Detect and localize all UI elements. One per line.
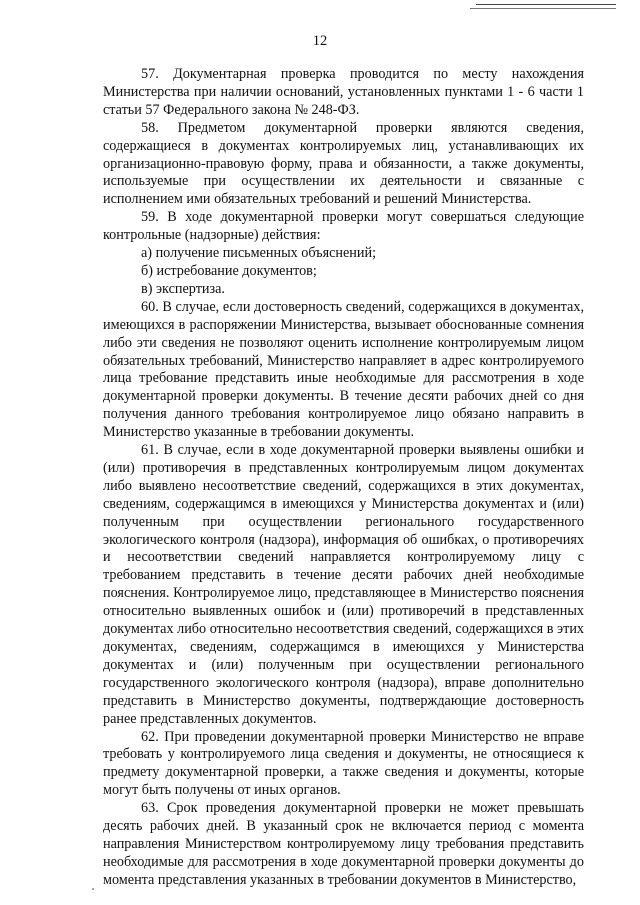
paragraph-60: 60. В случае, если достоверность сведений, содержащихся в документах, имеющихся в распоряжении Министерства, вызывает обоснованные сомнения либо эти сведения не позволяют оценить исполнение контролируемым лицом обязательных требований, Министерство направляет в адрес контролируемого лица требование представить иные необходимые для рассмотрения в ходе документарной проверки документы. В течение десяти рабочих дней со дня получения данного требования контролируемое лицо обязано направить в Министерство указанные в требовании документы. <box>103 298 584 441</box>
paragraph-61: 61. В случае, если в ходе документарной проверки выявлены ошибки и (или) противоречия в представленных контролируемым лицом документах либо выявлено несоответствие сведений, содержащихся в этих документах, сведениям, содержащимся в имеющихся у Министерства документах и (или) полученным при осуществлении регионального государственного экологического контроля (надзора), информация об ошибках, о противоречиях и несоответствии сведений направляется контролируемому лицу с требованием представить в течение десяти рабочих дней необходимые пояснения. Контролируемое лицо, представляющее в Министерство пояснения относительно выявленных ошибок и (или) противоречий в представленных документах либо относительно несоответствия сведений, содержащихся в этих документах, сведениям, содержащимся в имеющихся у Министерства документах и (или) полученным при осуществлении регионального государственного экологического контроля (надзора), вправе дополнительно представить в Министерство документы, подтверждающие достоверность ранее представленных документов. <box>103 442 584 727</box>
document-body <box>103 66 584 890</box>
list-item-c: в) экспертиза. <box>141 280 225 297</box>
list-item-b: б) истребование документов; <box>141 262 317 279</box>
header-rule-bottom <box>470 8 616 9</box>
page-number: 12 <box>312 33 328 49</box>
paragraph-58: 58. Предметом документарной проверки являются сведения, содержащиеся в документах контролируемых лиц, устанавливающих их организационно-правовую форму, права и обязанности, а также документы, используемые при осуществлении их деятельности и связанные с исполнением ими обязательных требований и решений Министерства. <box>103 119 584 208</box>
paragraph-57: 57. Документарная проверка проводится по месту нахождения Министерства при наличии оснований, установленных пунктами 1 - 6 части 1 статьи 57 Федерального закона № 248-ФЗ. <box>103 66 584 118</box>
paragraph-59: 59. В ходе документарной проверки могут совершаться следующие контрольные (надзорные) действия: <box>103 209 584 244</box>
paragraph-63: 63. Срок проведения документарной проверки не может превышать десять рабочих дней. В указанный срок не включается период с момента направления Министерством контролируемому лицу требования представить необходимые для рассмотрения в ходе документарной проверки документы до момента представления указанных в требовании документов в Министерство, <box>103 800 584 888</box>
paragraph-62: 62. При проведении документарной проверки Министерство не вправе требовать у контролируемого лица сведения и документы, не относящиеся к предмету документарной проверки, а также сведения и документы, которые могут быть получены от иных органов. <box>103 728 584 799</box>
scan-artifact <box>92 888 94 890</box>
header-rule-top <box>476 4 616 5</box>
list-item-a: а) получение письменных объяснений; <box>141 245 377 262</box>
